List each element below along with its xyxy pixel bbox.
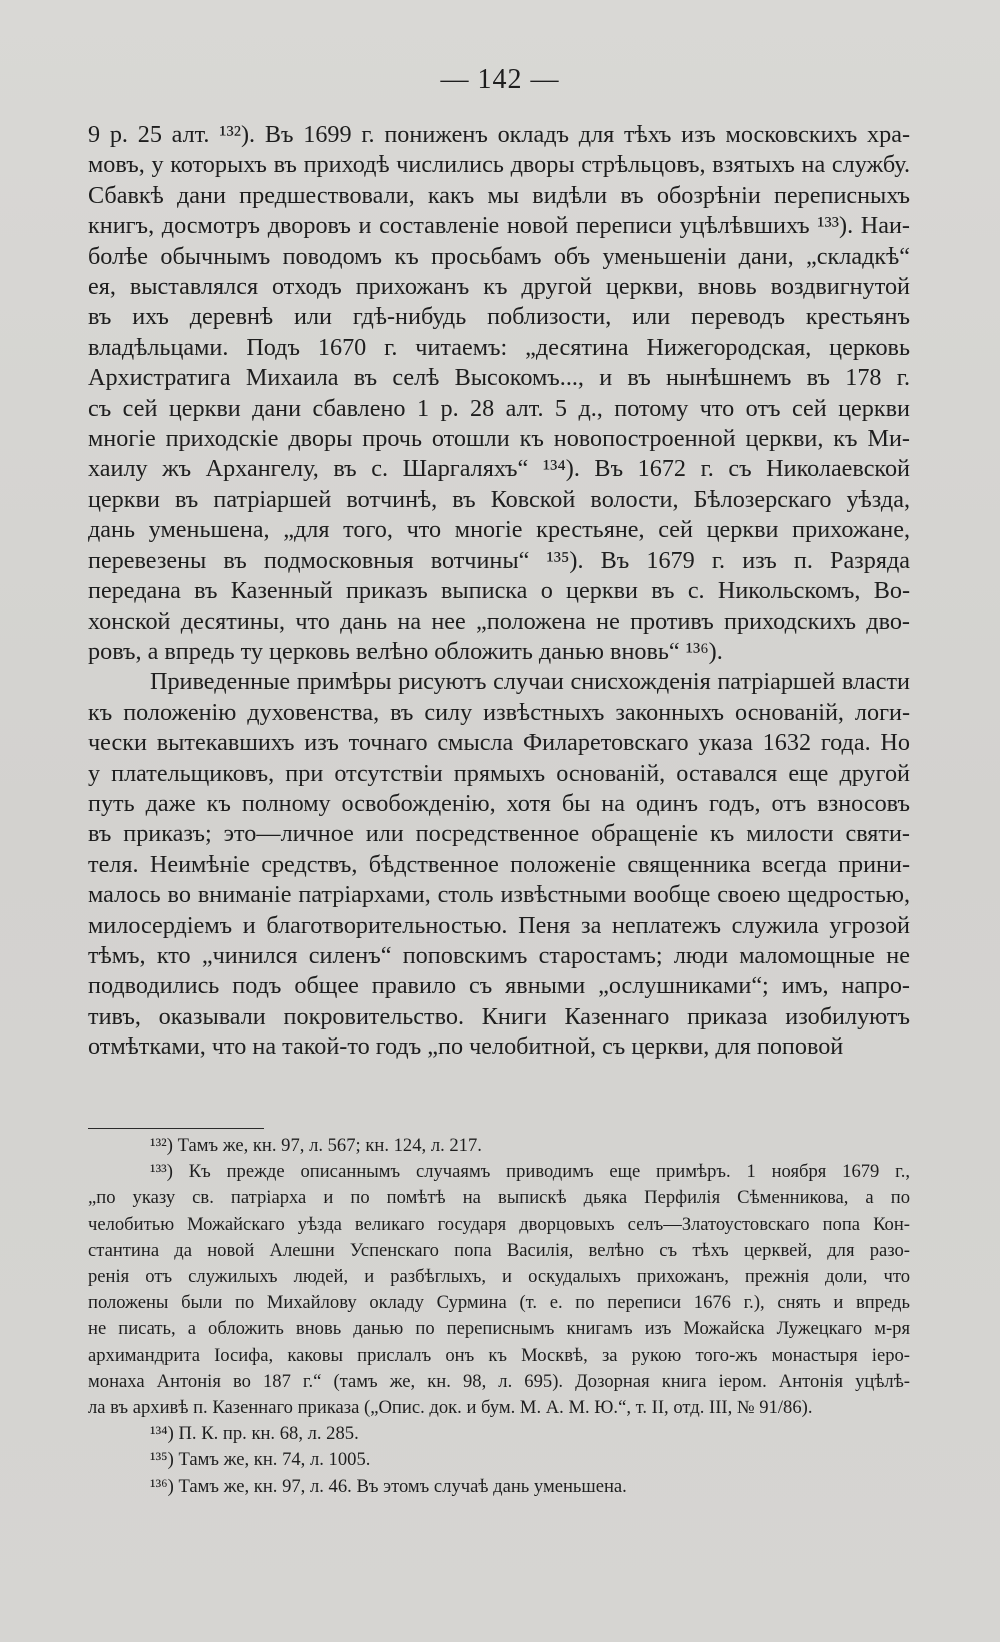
footnote-line: ренiя отъ служилыхъ людей, и разбѣглыхъ, и оскудалыхъ прихожанъ, прежнiя доли, что — [88, 1266, 910, 1288]
text-line: ровъ, а впредь ту церковь велѣно обложить данью вновь“ ¹³⁶). — [88, 637, 723, 665]
text-line: Архистратига Михаила въ селѣ Высокомъ..., и въ нынѣшнемъ въ 178 г. — [88, 364, 910, 392]
text-line: хаилу жъ Архангелу, въ с. Шаргаляхъ“ ¹³⁴). Въ 1672 г. съ Николаевской — [88, 455, 910, 483]
text-line: 9 р. 25 алт. ¹³²). Въ 1699 г. пониженъ окладъ для тѣхъ изъ московскихъ хра- — [88, 121, 910, 148]
footnote-line: ¹³⁴) П. К. пр. кн. 68, л. 285. — [150, 1423, 359, 1445]
text-line: подводились подъ общее правило съ явными „ослушниками“; имъ, напро- — [88, 972, 910, 1000]
footnote-line: не писать, а обложить вновь данью по переписнымъ книгамъ изъ Можайска Лужецкаго м-ря — [88, 1318, 910, 1340]
footnote-line: положены были по Михайлову окладу Сурмина (т. е. по переписи 1676 г.), снять и впредь — [88, 1292, 910, 1314]
text-line: передана въ Казенный приказъ выписка о церкви въ с. Никольскомъ, Во- — [88, 577, 910, 605]
page-number: — 142 — — [440, 64, 560, 95]
text-line: тѣмъ, кто „чинился силенъ“ поповскимъ старостамъ; люди маломощные не — [88, 941, 910, 969]
footnote-135 — [88, 1447, 910, 1473]
text-line: съ сей церкви дани сбавлено 1 р. 28 алт. 5 д., потому что отъ сей церкви — [88, 394, 910, 422]
footnote-132 — [88, 1133, 910, 1159]
text-line: къ положенiю духовенства, въ силу извѣстныхъ законныхъ основанiй, логи- — [88, 698, 910, 726]
text-line: въ ихъ деревнѣ или гдѣ-нибудь поблизости, или переводъ крестьянъ — [88, 303, 910, 331]
text-line: Приведенные примѣры рисуютъ случаи снисхожденiя патрiаршей власти — [150, 668, 910, 696]
text-line: хонской десятины, что дань на нее „положена не противъ приходскихъ дво- — [88, 607, 910, 635]
footnote-line: ла въ архивѣ п. Казеннаго приказа („Опис. док. и бум. М. А. М. Ю.“, т. II, отд. III, № 91/86). — [88, 1397, 813, 1419]
text-line: многiе приходскiе дворы прочь отошли къ новопостроенной церкви, къ Ми- — [88, 425, 910, 453]
footnotes — [88, 1133, 910, 1500]
text-line: дань уменьшена, „для того, что многiе крестьяне, сей церкви прихожане, — [88, 516, 910, 544]
text-line: Сбавкѣ дани предшествовали, какъ мы видѣли въ обозрѣнiи переписныхъ — [88, 181, 910, 209]
text-line: путь даже къ полному освобожденiю, хотя бы на одинъ годъ, отъ взносовъ — [88, 789, 910, 817]
main-text — [88, 120, 910, 1063]
text-line: въ приказъ; это—личное или посредственное обращенiе къ милости святи- — [88, 820, 910, 848]
text-line: отмѣтками, что на такой-то годъ „по челобитной, съ церкви, для поповой — [88, 1033, 844, 1061]
footnote-133 — [88, 1159, 910, 1421]
text-line: теля. Неимѣнiе средствъ, бѣдственное положенiе священника всегда прини- — [88, 850, 910, 878]
text-line: болѣе обычнымъ поводомъ къ просьбамъ объ уменьшенiи дани, „складкѣ“ — [88, 242, 910, 270]
footnote-134 — [88, 1421, 910, 1447]
footnote-line: монаха Антонiя во 187 г.“ (тамъ же, кн. 98, л. 695). Дозорная книга iером. Антонiя уцѣлѣ- — [88, 1370, 910, 1392]
text-line: церкви въ патрiаршей вотчинѣ, въ Ковской волости, Бѣлозерскаго уѣзда, — [88, 485, 910, 513]
footnote-line: ¹³²) Тамъ же, кн. 97, л. 567; кн. 124, л. 217. — [150, 1135, 482, 1156]
footnote-line: архимандрита Iосифа, каковы прислалъ онъ къ Москвѣ, за рукою того-жъ монастыря iеро- — [88, 1344, 910, 1366]
text-line: владѣльцами. Подъ 1670 г. читаемъ: „десятина Нижегородская, церковь — [88, 333, 910, 361]
footnote-line: ¹³⁵) Тамъ же, кн. 74, л. 1005. — [150, 1449, 371, 1471]
footnote-line: стантина да новой Алешни Успенскаго попа Василiя, велѣно съ тѣхъ церквей, для разо- — [88, 1239, 910, 1261]
text-line: чески вытекавшихъ изъ точнаго смысла Филаретовскаго указа 1632 года. Но — [88, 729, 910, 757]
text-line: книгъ, досмотръ дворовъ и составленiе новой переписи уцѣлѣвшихъ ¹³³). Наи- — [88, 212, 910, 240]
footnote-136 — [88, 1474, 910, 1500]
text-line: тивъ, оказывали покровительство. Книги Казеннаго приказа изобилуютъ — [88, 1002, 910, 1030]
text-line: мовъ, у которыхъ въ приходѣ числились дворы стрѣльцовъ, взятыхъ на службу. — [88, 151, 910, 179]
footnote-divider — [88, 1128, 264, 1129]
text-line: малось во вниманiе патрiархами, столь извѣстными вообще своею щедростью, — [88, 881, 910, 909]
text-line: ея, выставлялся отходъ прихожанъ къ другой церкви, вновь воздвигнутой — [88, 273, 910, 301]
text-line: перевезены въ подмосковныя вотчины“ ¹³⁵). Въ 1679 г. изъ п. Разряда — [88, 546, 910, 574]
footnote-line: „по указу св. патрiарха и по помѣтѣ на выпискѣ дьяка Перфилiя Сѣменникова, а по — [88, 1187, 910, 1209]
footnote-line: ¹³³) Къ прежде описаннымъ случаямъ приводимъ еще примѣръ. 1 ноября 1679 г., — [150, 1161, 910, 1183]
paragraph-1 — [88, 120, 910, 667]
text-line: у плательщиковъ, при отсутствiи прямыхъ основанiй, оставался еще другой — [88, 759, 910, 787]
footnote-line: челобитью Можайскаго уѣзда великаго государя дворцовыхъ селъ—Златоустовскаго попа Кон- — [88, 1213, 910, 1235]
text-line: милосердiемъ и благотворительностью. Пеня за неплатежъ служила угрозой — [88, 911, 910, 939]
footnote-line: ¹³⁶) Тамъ же, кн. 97, л. 46. Въ этомъ случаѣ дань уменьшена. — [150, 1475, 627, 1497]
paragraph-2 — [88, 667, 910, 1062]
